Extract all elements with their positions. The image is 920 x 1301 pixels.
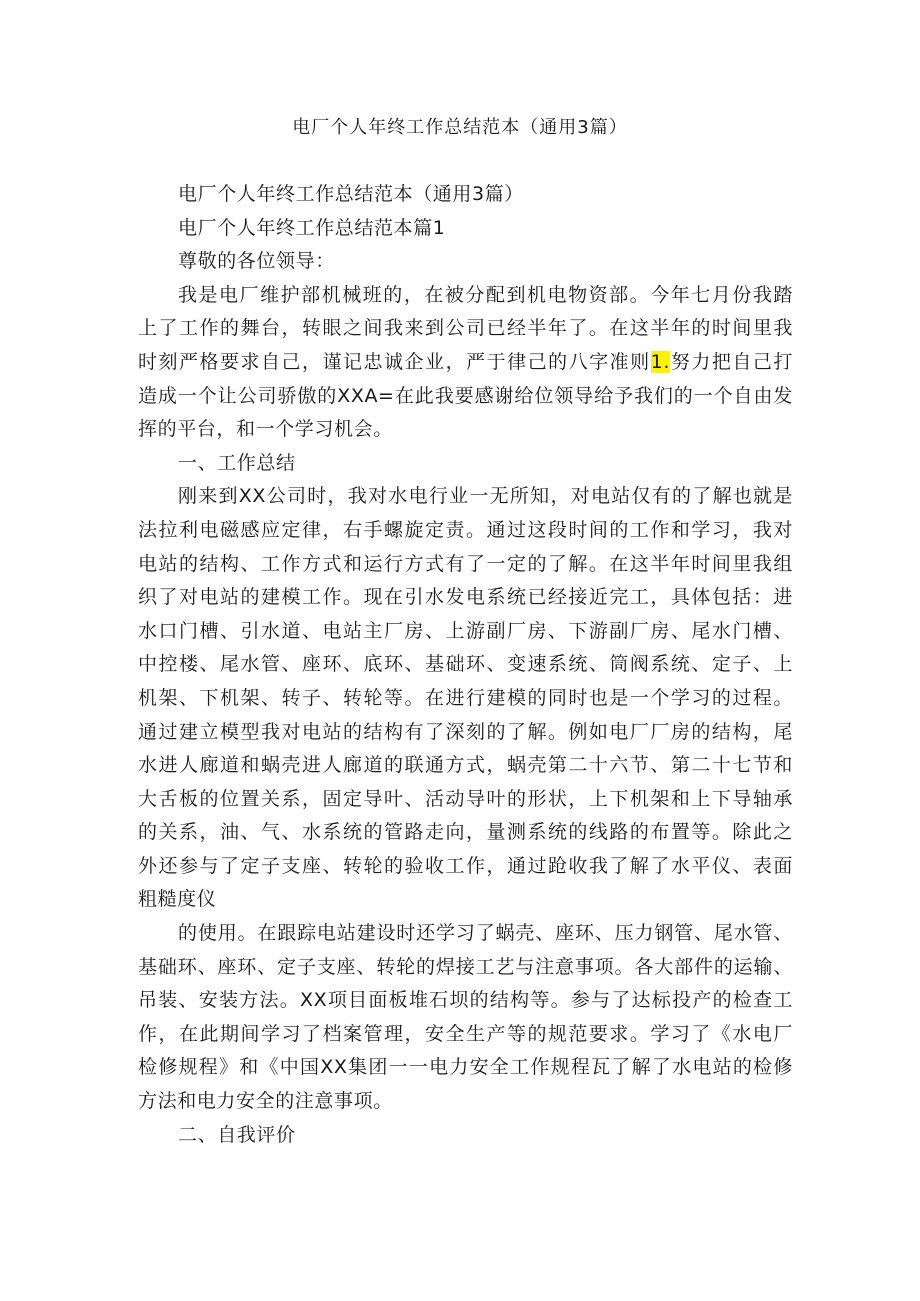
text-line xyxy=(138,380,793,414)
text-line xyxy=(138,312,793,346)
text-line-content: 我是电厂维护部机械班的，在被分配到机电物资部。今年七月份我踏 xyxy=(178,283,793,306)
text-line-content: 法拉利电磁感应定律，右手螺旋定责。通过这段时间的工作和学习，我对 xyxy=(138,518,793,541)
text-line xyxy=(138,749,793,783)
text-line-content: 吊装、安装方法。XX项目面板堆石坝的结构等。参与了达标投产的检查工 xyxy=(138,989,793,1012)
text-line-content: 二、自我评价 xyxy=(178,1123,296,1146)
text-line xyxy=(138,480,793,514)
text-line xyxy=(138,951,793,985)
text-line xyxy=(138,178,793,212)
highlighted-text: 1. xyxy=(650,350,670,373)
text-line xyxy=(138,245,793,279)
text-line xyxy=(138,816,793,850)
text-line xyxy=(138,850,793,884)
text-line xyxy=(138,917,793,951)
text-line xyxy=(138,1051,793,1085)
text-line-content: 挥的平台，和一个学习机会。 xyxy=(138,418,393,441)
text-line-content: 电厂个人年终工作总结范本篇1 xyxy=(178,216,446,239)
text-line xyxy=(138,783,793,817)
text-line-content: 大舌板的位置关系，固定导叶、活动导叶的形状，上下机架和上下导轴承 xyxy=(138,787,793,810)
text-line-content: 电厂个人年终工作总结范本（通用3篇） xyxy=(178,183,524,205)
text-line-content: 机架、下机架、转子、转轮等。在进行建模的同时也是一个学习的过程。 xyxy=(138,686,793,709)
text-line-content: 尊敬的各位领导： xyxy=(178,250,335,273)
text-line-content: 上了工作的舞台，转眼之间我来到公司已经半年了。在这半年的时间里我 xyxy=(138,317,793,340)
text-line xyxy=(138,883,793,917)
text-line-content: 一、工作总结 xyxy=(178,451,296,474)
text-line-content: 通过建立模型我对电站的结构有了深刻的了解。例如电厂厂房的结构，尾 xyxy=(138,720,793,743)
text-line xyxy=(138,581,793,615)
text-line xyxy=(138,346,793,380)
text-line-content: 作，在此期间学习了档案管理，安全生产等的规范要求。学习了《水电厂 xyxy=(138,1022,793,1045)
text-line xyxy=(138,447,793,481)
text-line-content: 粗糙度仪 xyxy=(138,888,217,911)
document-title: 电厂个人年终工作总结范本（通用3篇） xyxy=(292,117,628,138)
text-line xyxy=(138,413,793,447)
text-line-continuation: 努力把自己打 xyxy=(669,350,793,373)
text-line-content: 时刻严格要求自己，谨记忠诚企业，严于律己的八字准则 xyxy=(138,350,651,373)
text-line-content: 基础环、座环、定子支座、转轮的焊接工艺与注意事项。各大部件的运输、 xyxy=(138,955,793,978)
text-line-content: 造成一个让公司骄傲的XXA=在此我要感谢给位领导给予我们的一个自由发 xyxy=(138,384,793,407)
text-line xyxy=(138,1018,793,1052)
document-body xyxy=(138,178,793,1152)
text-line-content: 方法和电力安全的注意事项。 xyxy=(138,1090,393,1113)
text-line-content: 水口门槽、引水道、电站主厂房、上游副厂房、下游副厂房、尾水门槽、 xyxy=(138,619,793,642)
text-line-content: 检修规程》和《中国XX集团一一电力安全工作规程瓦了解了水电站的检修 xyxy=(138,1056,793,1079)
text-line xyxy=(138,1085,793,1119)
text-line-content: 的关系，油、气、水系统的管路走向，量测系统的线路的布置等。除此之 xyxy=(138,821,793,844)
text-line xyxy=(138,615,793,649)
text-line xyxy=(138,514,793,548)
text-line xyxy=(138,716,793,750)
text-line xyxy=(138,648,793,682)
text-line xyxy=(138,279,793,313)
text-line xyxy=(138,984,793,1018)
text-line-content: 织了对电站的建模工作。现在引水发电系统已经接近完工，具体包括：进 xyxy=(138,586,793,609)
text-line xyxy=(138,1119,793,1153)
text-line-content: 水进人廊道和蜗壳进人廊道的联通方式，蜗壳第二十六节、第二十七节和 xyxy=(138,754,793,777)
text-line-content: 的使用。在跟踪电站建设时还学习了蜗壳、座环、压力钢管、尾水管、 xyxy=(178,922,793,945)
text-line-content: 中控楼、尾水管、座环、底环、基础环、变速系统、筒阀系统、定子、上 xyxy=(138,653,793,676)
text-line-content: 外还参与了定子支座、转轮的验收工作，通过跄收我了解了水平仪、表面 xyxy=(138,854,793,877)
text-line xyxy=(138,212,793,246)
text-line-content: 刚来到XX公司时，我对水电行业一无所知，对电站仅有的了解也就是 xyxy=(178,485,793,508)
text-line-content: 电站的结构、工作方式和运行方式有了一定的了解。在这半年时间里我组 xyxy=(138,552,793,575)
text-line xyxy=(138,682,793,716)
text-line xyxy=(138,548,793,582)
